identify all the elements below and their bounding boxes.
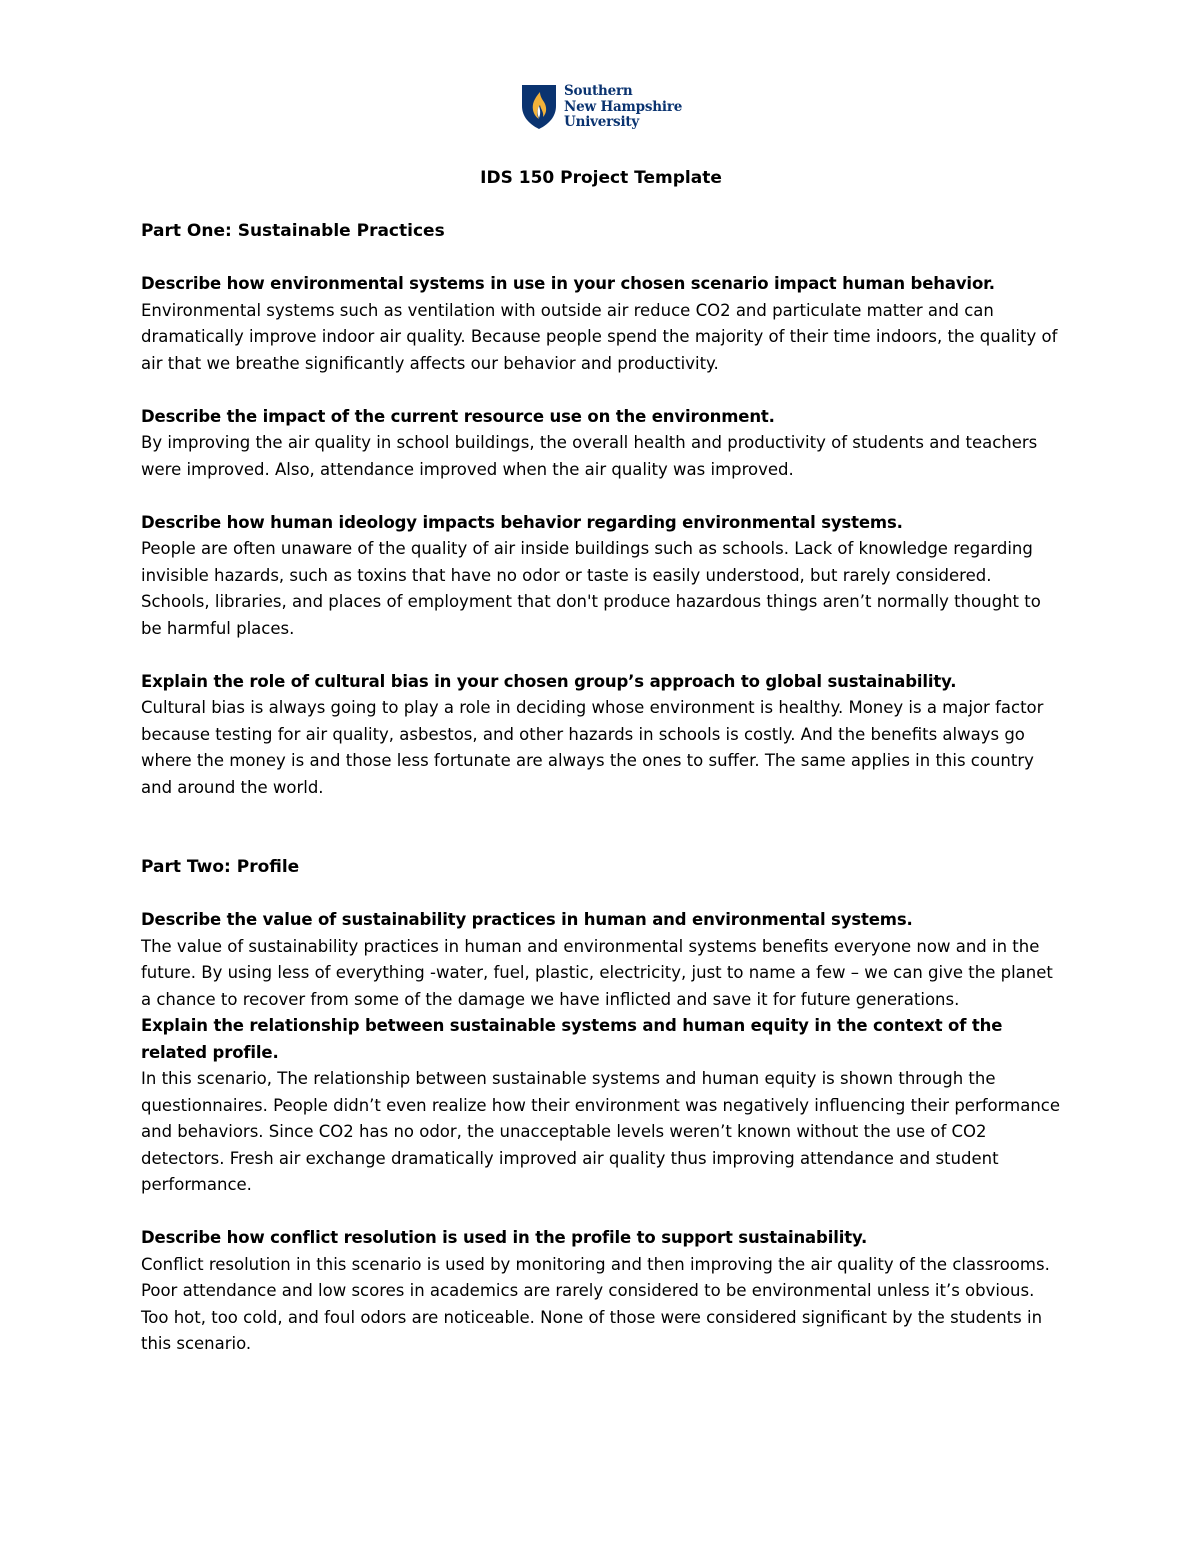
question: Describe how human ideology impacts behavior regarding environmental systems.: [141, 512, 903, 532]
answer: Cultural bias is always going to play a role in deciding whose environment is healthy. Money is a major factor because testing for air quality, asbestos, and other hazards in schools is costly. And the benefits always go where the money is and those less fortunate are always the ones to suffer. The same applies in this country and around the world.: [141, 698, 1044, 797]
logo-line-3: University: [564, 114, 640, 130]
question: Describe how environmental systems in use in your chosen scenario impact human behavior.: [141, 274, 995, 293]
document-body: [141, 165, 1061, 1384]
answer: The value of sustainability practices in human and environmental systems benefits everyone now and in the future. By using less of everything -water, fuel, plastic, electricity, just to name a few – we can give the planet a chance to recover from some of the damage we have inflicted and save it for future generations.: [141, 936, 1053, 1009]
logo-line-1: Southern: [564, 83, 633, 99]
logo-wordmark: [564, 84, 682, 131]
shield-flame-icon: [521, 84, 557, 130]
question: Explain the relationship between sustainable systems and human equity in the context of the related profile.: [141, 1016, 1003, 1062]
university-logo: [521, 84, 682, 131]
document-title: IDS 150 Project Template: [480, 168, 722, 188]
part-one-heading: Part One: Sustainable Practices: [141, 221, 445, 241]
answer: Conflict resolution in this scenario is used by monitoring and then improving the air quality of the classrooms. Poor attendance and low scores in academics are rarely considered to be environmental unless it’s obvious. Too hot, too cold, and foul odors are noticeable. None of those were considered significant by the students in this scenario.: [141, 1254, 1050, 1353]
part-two-heading: Part Two: Profile: [141, 857, 300, 877]
section-spacer: [141, 828, 1061, 855]
answer: In this scenario, The relationship between sustainable systems and human equity is shown through the questionnaires. People didn’t even realize how their environment was negatively influencing their performance and behaviors. Since CO2 has no odor, the unacceptable levels weren’t known without the use of CO2 detectors. Fresh air exchange dramatically improved air quality thus improving attendance and student performance.: [141, 1069, 1060, 1194]
answer: By improving the air quality in school buildings, the overall health and productivity of students and teachers were improved. Also, attendance improved when the air quality was improved.: [141, 433, 1038, 479]
logo-line-2: New Hampshire: [564, 98, 683, 115]
answer: People are often unaware of the quality of air inside buildings such as schools. Lack of knowledge regarding invisible hazards, such as toxins that have no odor or taste is easily understood, but rarely considered. Schools, libraries, and places of employment that don't produce hazardous things aren’t normally thought to be harmful places.: [141, 539, 1041, 638]
question: Explain the role of cultural bias in your chosen group’s approach to global sustainability.: [141, 671, 957, 691]
question: Describe the impact of the current resource use on the environment.: [141, 406, 775, 426]
answer: Environmental systems such as ventilation with outside air reduce CO2 and particulate matter and can dramatically improve indoor air quality. Because people spend the majority of their time indoors, the quality of air that we breathe significantly affects our behavior and productivity.: [141, 300, 1058, 373]
question: Describe how conflict resolution is used in the profile to support sustainability.: [141, 1228, 868, 1247]
question: Describe the value of sustainability practices in human and environmental systems.: [141, 910, 913, 929]
